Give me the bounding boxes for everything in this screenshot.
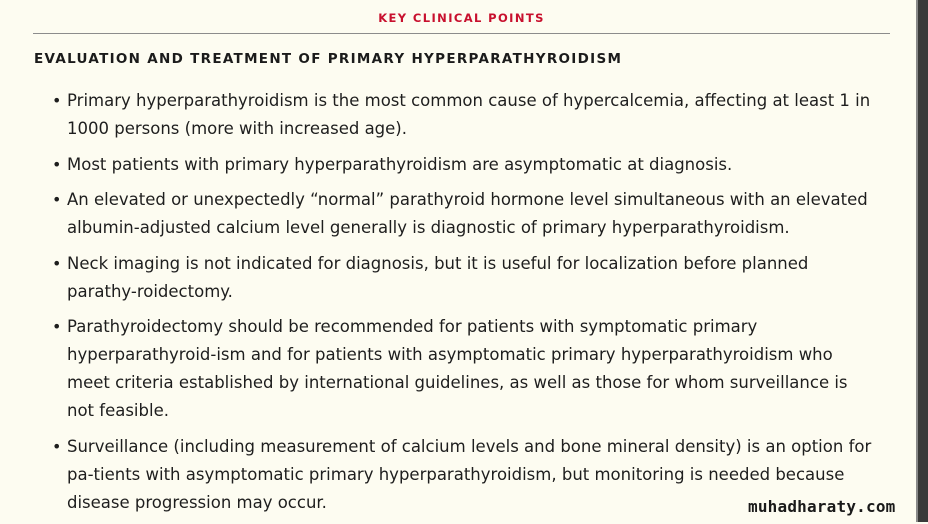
key-clinical-points-header: KEY CLINICAL POINTS (378, 11, 545, 25)
list-item (49, 313, 879, 425)
point-text: Neck imaging is not indicated for diagnosis, but it is useful for localization before planned parathy-roidectomy. (67, 253, 809, 301)
list-item (49, 250, 879, 306)
point-text: Primary hyperparathyroidism is the most common cause of hypercalcemia, affecting at least 1 in 1000 persons (more with increased age). (67, 91, 871, 138)
point-text: Most patients with primary hyperparathyroidism are asymptomatic at diagnosis. (67, 154, 733, 174)
clinical-points-list (49, 87, 879, 524)
frame-edge (918, 0, 928, 522)
site-watermark: muhadharaty.com (748, 497, 896, 516)
point-text: Surveillance (including measurement of calcium levels and bone mineral density) is an option for pa-tients with asymptomatic primary hyperparathyroidism, but monitoring is needed because disease progression may occur. (67, 436, 872, 512)
bullet-icon: • (52, 190, 62, 209)
section-title: EVALUATION AND TREATMENT OF PRIMARY HYPERPARATHYROIDISM (34, 51, 623, 67)
bullet-icon: • (52, 154, 62, 174)
bullet-icon: • (52, 253, 62, 273)
point-text: An elevated or unexpectedly “normal” parathyroid hormone level simultaneous with an elevated albumin-adjusted calcium level generally is diagnostic of primary hyperparathyroidism. (67, 190, 868, 237)
bullet-icon: • (52, 91, 62, 110)
bullet-icon: • (52, 317, 62, 336)
list-item (49, 151, 879, 179)
header-divider (33, 33, 890, 34)
bullet-icon: • (52, 436, 62, 456)
point-text: Parathyroidectomy should be recommended for patients with symptomatic primary hyperparathyroid-ism and for patients with asymptomatic primary hyperparathyroidism who meet criteria established by international guidelines, as well as those for whom surveillance is not feasible. (67, 317, 848, 420)
list-item (49, 87, 879, 143)
list-item (49, 186, 879, 242)
